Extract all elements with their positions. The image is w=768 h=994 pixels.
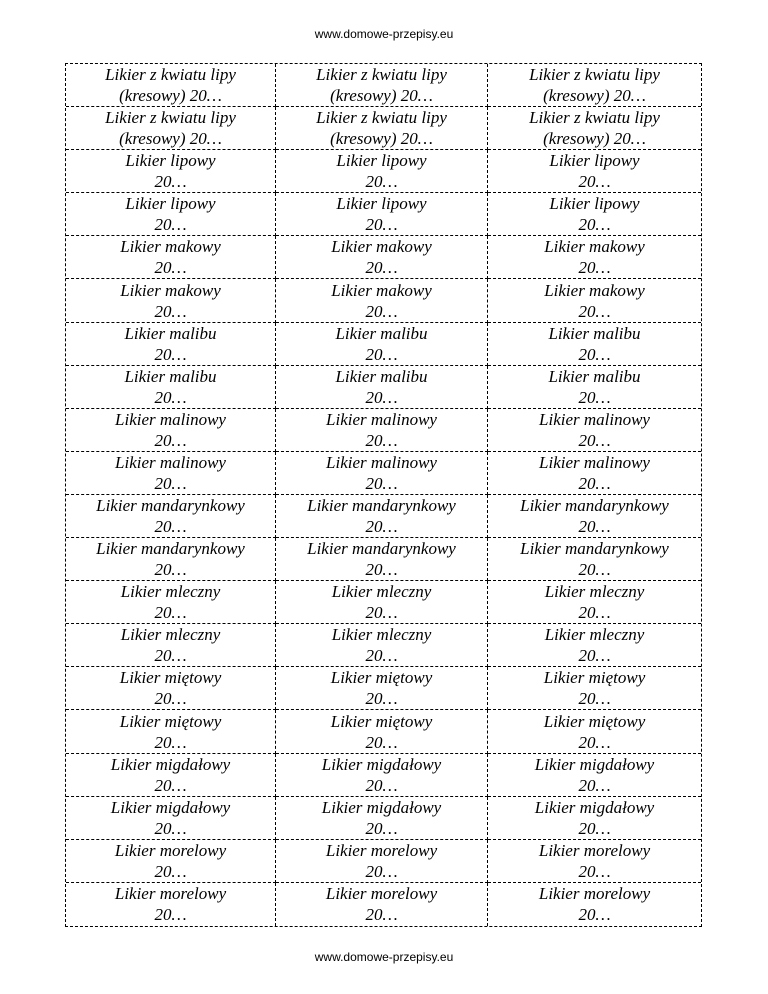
label-year: 20… xyxy=(365,646,398,666)
label-year: 20… xyxy=(365,775,398,795)
label-cell xyxy=(488,107,701,150)
label-year: 20… xyxy=(578,818,611,838)
label-cell xyxy=(276,64,488,107)
label-cell xyxy=(276,193,488,236)
label-cell xyxy=(276,150,488,193)
label-year: 20… xyxy=(365,818,398,838)
label-name: Likier z kwiatu lipy xyxy=(529,65,660,85)
label-cell xyxy=(66,840,276,883)
label-year: 20… xyxy=(365,732,398,752)
label-name: Likier mandarynkowy xyxy=(307,496,456,516)
label-year: 20… xyxy=(154,387,187,407)
label-year: 20… xyxy=(154,172,187,192)
label-year: 20… xyxy=(365,905,398,925)
label-name: Likier malibu xyxy=(335,323,428,343)
label-name: Likier z kwiatu lipy xyxy=(105,65,236,85)
label-year: (kresowy) 20… xyxy=(543,129,646,149)
label-name: Likier mleczny xyxy=(120,625,221,645)
label-name: Likier miętowy xyxy=(543,711,646,731)
label-cell xyxy=(66,452,276,495)
label-year: 20… xyxy=(154,301,187,321)
label-name: Likier lipowy xyxy=(336,151,427,171)
label-name: Likier makowy xyxy=(120,237,221,257)
label-cell xyxy=(488,624,701,667)
label-year: 20… xyxy=(578,172,611,192)
header-site-url: www.domowe-przepisy.eu xyxy=(314,27,454,41)
label-year: 20… xyxy=(365,301,398,321)
label-cell xyxy=(66,624,276,667)
label-cell xyxy=(66,797,276,840)
label-name: Likier lipowy xyxy=(125,194,216,214)
label-year: 20… xyxy=(578,517,611,537)
label-year: (kresowy) 20… xyxy=(119,86,222,106)
label-year: 20… xyxy=(154,818,187,838)
label-name: Likier malinowy xyxy=(115,409,226,429)
label-name: Likier migdałowy xyxy=(110,754,231,774)
label-name: Likier morelowy xyxy=(538,884,651,904)
label-name: Likier malinowy xyxy=(115,452,226,472)
label-name: Likier miętowy xyxy=(543,668,646,688)
label-name: Likier migdałowy xyxy=(534,754,655,774)
label-year: 20… xyxy=(365,215,398,235)
label-year: 20… xyxy=(365,172,398,192)
label-name: Likier morelowy xyxy=(325,884,438,904)
label-cell xyxy=(66,667,276,710)
label-cell xyxy=(488,883,701,926)
label-name: Likier migdałowy xyxy=(321,754,442,774)
label-cell xyxy=(276,538,488,581)
label-name: Likier malibu xyxy=(548,323,641,343)
label-cell xyxy=(276,236,488,279)
label-cell xyxy=(276,581,488,624)
label-name: Likier z kwiatu lipy xyxy=(105,108,236,128)
label-cell xyxy=(276,754,488,797)
label-year: 20… xyxy=(578,603,611,623)
label-name: Likier mleczny xyxy=(331,625,432,645)
label-name: Likier mandarynkowy xyxy=(96,539,245,559)
label-year: 20… xyxy=(365,560,398,580)
label-name: Likier morelowy xyxy=(114,884,227,904)
label-year: 20… xyxy=(154,646,187,666)
label-name: Likier migdałowy xyxy=(321,797,442,817)
label-name: Likier lipowy xyxy=(336,194,427,214)
label-year: 20… xyxy=(578,215,611,235)
label-year: 20… xyxy=(154,430,187,450)
label-cell xyxy=(66,236,276,279)
label-year: 20… xyxy=(578,258,611,278)
label-cell xyxy=(66,64,276,107)
label-name: Likier miętowy xyxy=(119,668,222,688)
label-name: Likier malibu xyxy=(124,323,217,343)
label-year: 20… xyxy=(365,517,398,537)
label-sheet xyxy=(65,63,702,927)
label-name: Likier z kwiatu lipy xyxy=(316,108,447,128)
label-year: 20… xyxy=(154,560,187,580)
label-year: 20… xyxy=(365,689,398,709)
label-cell xyxy=(66,754,276,797)
label-year: 20… xyxy=(154,215,187,235)
label-name: Likier makowy xyxy=(331,237,432,257)
label-name: Likier malibu xyxy=(124,366,217,386)
label-year: 20… xyxy=(365,258,398,278)
label-cell xyxy=(66,538,276,581)
label-name: Likier mleczny xyxy=(544,625,645,645)
label-year: (kresowy) 20… xyxy=(330,86,433,106)
label-name: Likier lipowy xyxy=(549,151,640,171)
label-name: Likier makowy xyxy=(544,237,645,257)
label-name: Likier malinowy xyxy=(326,409,437,429)
label-name: Likier malinowy xyxy=(539,452,650,472)
label-cell xyxy=(66,710,276,753)
label-name: Likier morelowy xyxy=(538,840,651,860)
label-year: 20… xyxy=(154,732,187,752)
label-cell xyxy=(276,797,488,840)
label-cell xyxy=(276,840,488,883)
label-name: Likier morelowy xyxy=(325,840,438,860)
label-name: Likier z kwiatu lipy xyxy=(529,108,660,128)
label-year: (kresowy) 20… xyxy=(543,86,646,106)
label-name: Likier miętowy xyxy=(119,711,222,731)
label-cell xyxy=(276,279,488,322)
label-cell xyxy=(66,323,276,366)
label-cell xyxy=(66,193,276,236)
label-name: Likier mleczny xyxy=(331,582,432,602)
label-cell xyxy=(66,150,276,193)
label-year: 20… xyxy=(578,905,611,925)
label-cell xyxy=(276,495,488,538)
label-year: 20… xyxy=(154,861,187,881)
label-name: Likier morelowy xyxy=(114,840,227,860)
label-cell xyxy=(66,366,276,409)
label-cell xyxy=(276,323,488,366)
label-name: Likier mandarynkowy xyxy=(307,539,456,559)
label-cell xyxy=(66,409,276,452)
label-cell xyxy=(488,279,701,322)
label-year: 20… xyxy=(154,473,187,493)
footer-site-url: www.domowe-przepisy.eu xyxy=(314,950,454,964)
label-cell xyxy=(488,538,701,581)
label-name: Likier makowy xyxy=(120,280,221,300)
label-cell xyxy=(488,366,701,409)
label-name: Likier makowy xyxy=(544,280,645,300)
label-cell xyxy=(488,797,701,840)
label-year: 20… xyxy=(578,344,611,364)
label-year: 20… xyxy=(578,387,611,407)
label-cell xyxy=(488,64,701,107)
label-name: Likier mandarynkowy xyxy=(520,496,669,516)
label-name: Likier lipowy xyxy=(125,151,216,171)
label-cell xyxy=(488,193,701,236)
label-cell xyxy=(276,883,488,926)
label-cell xyxy=(488,667,701,710)
label-name: Likier miętowy xyxy=(330,668,433,688)
label-year: 20… xyxy=(365,344,398,364)
label-year: 20… xyxy=(365,603,398,623)
label-year: 20… xyxy=(365,861,398,881)
label-year: 20… xyxy=(578,689,611,709)
label-name: Likier migdałowy xyxy=(534,797,655,817)
label-name: Likier malinowy xyxy=(539,409,650,429)
label-year: 20… xyxy=(154,905,187,925)
label-cell xyxy=(276,710,488,753)
label-year: (kresowy) 20… xyxy=(119,129,222,149)
label-cell xyxy=(488,754,701,797)
label-year: 20… xyxy=(578,732,611,752)
label-cell xyxy=(66,107,276,150)
label-cell xyxy=(276,624,488,667)
label-year: 20… xyxy=(154,775,187,795)
label-year: 20… xyxy=(365,387,398,407)
label-cell xyxy=(488,710,701,753)
label-year: 20… xyxy=(578,861,611,881)
label-year: 20… xyxy=(578,775,611,795)
label-cell xyxy=(488,452,701,495)
label-name: Likier miętowy xyxy=(330,711,433,731)
label-name: Likier malinowy xyxy=(326,452,437,472)
label-cell xyxy=(66,279,276,322)
label-cell xyxy=(276,452,488,495)
label-year: 20… xyxy=(154,689,187,709)
label-cell xyxy=(66,581,276,624)
label-cell xyxy=(488,840,701,883)
label-cell xyxy=(66,495,276,538)
label-cell xyxy=(488,495,701,538)
label-cell xyxy=(276,409,488,452)
label-cell xyxy=(488,581,701,624)
label-name: Likier migdałowy xyxy=(110,797,231,817)
label-name: Likier lipowy xyxy=(549,194,640,214)
label-name: Likier mandarynkowy xyxy=(520,539,669,559)
label-cell xyxy=(276,667,488,710)
label-year: 20… xyxy=(154,344,187,364)
label-cell xyxy=(488,236,701,279)
label-year: 20… xyxy=(365,473,398,493)
label-year: 20… xyxy=(578,301,611,321)
label-year: (kresowy) 20… xyxy=(330,129,433,149)
label-year: 20… xyxy=(154,258,187,278)
label-name: Likier makowy xyxy=(331,280,432,300)
label-cell xyxy=(66,883,276,926)
label-name: Likier mleczny xyxy=(120,582,221,602)
label-year: 20… xyxy=(578,473,611,493)
label-cell xyxy=(276,107,488,150)
label-cell xyxy=(488,150,701,193)
label-year: 20… xyxy=(578,560,611,580)
label-year: 20… xyxy=(154,603,187,623)
label-cell xyxy=(488,323,701,366)
label-cell xyxy=(276,366,488,409)
label-year: 20… xyxy=(154,517,187,537)
label-year: 20… xyxy=(578,430,611,450)
label-name: Likier malibu xyxy=(548,366,641,386)
label-name: Likier malibu xyxy=(335,366,428,386)
label-name: Likier mleczny xyxy=(544,582,645,602)
label-cell xyxy=(488,409,701,452)
label-name: Likier mandarynkowy xyxy=(96,496,245,516)
label-year: 20… xyxy=(365,430,398,450)
label-name: Likier z kwiatu lipy xyxy=(316,65,447,85)
label-year: 20… xyxy=(578,646,611,666)
